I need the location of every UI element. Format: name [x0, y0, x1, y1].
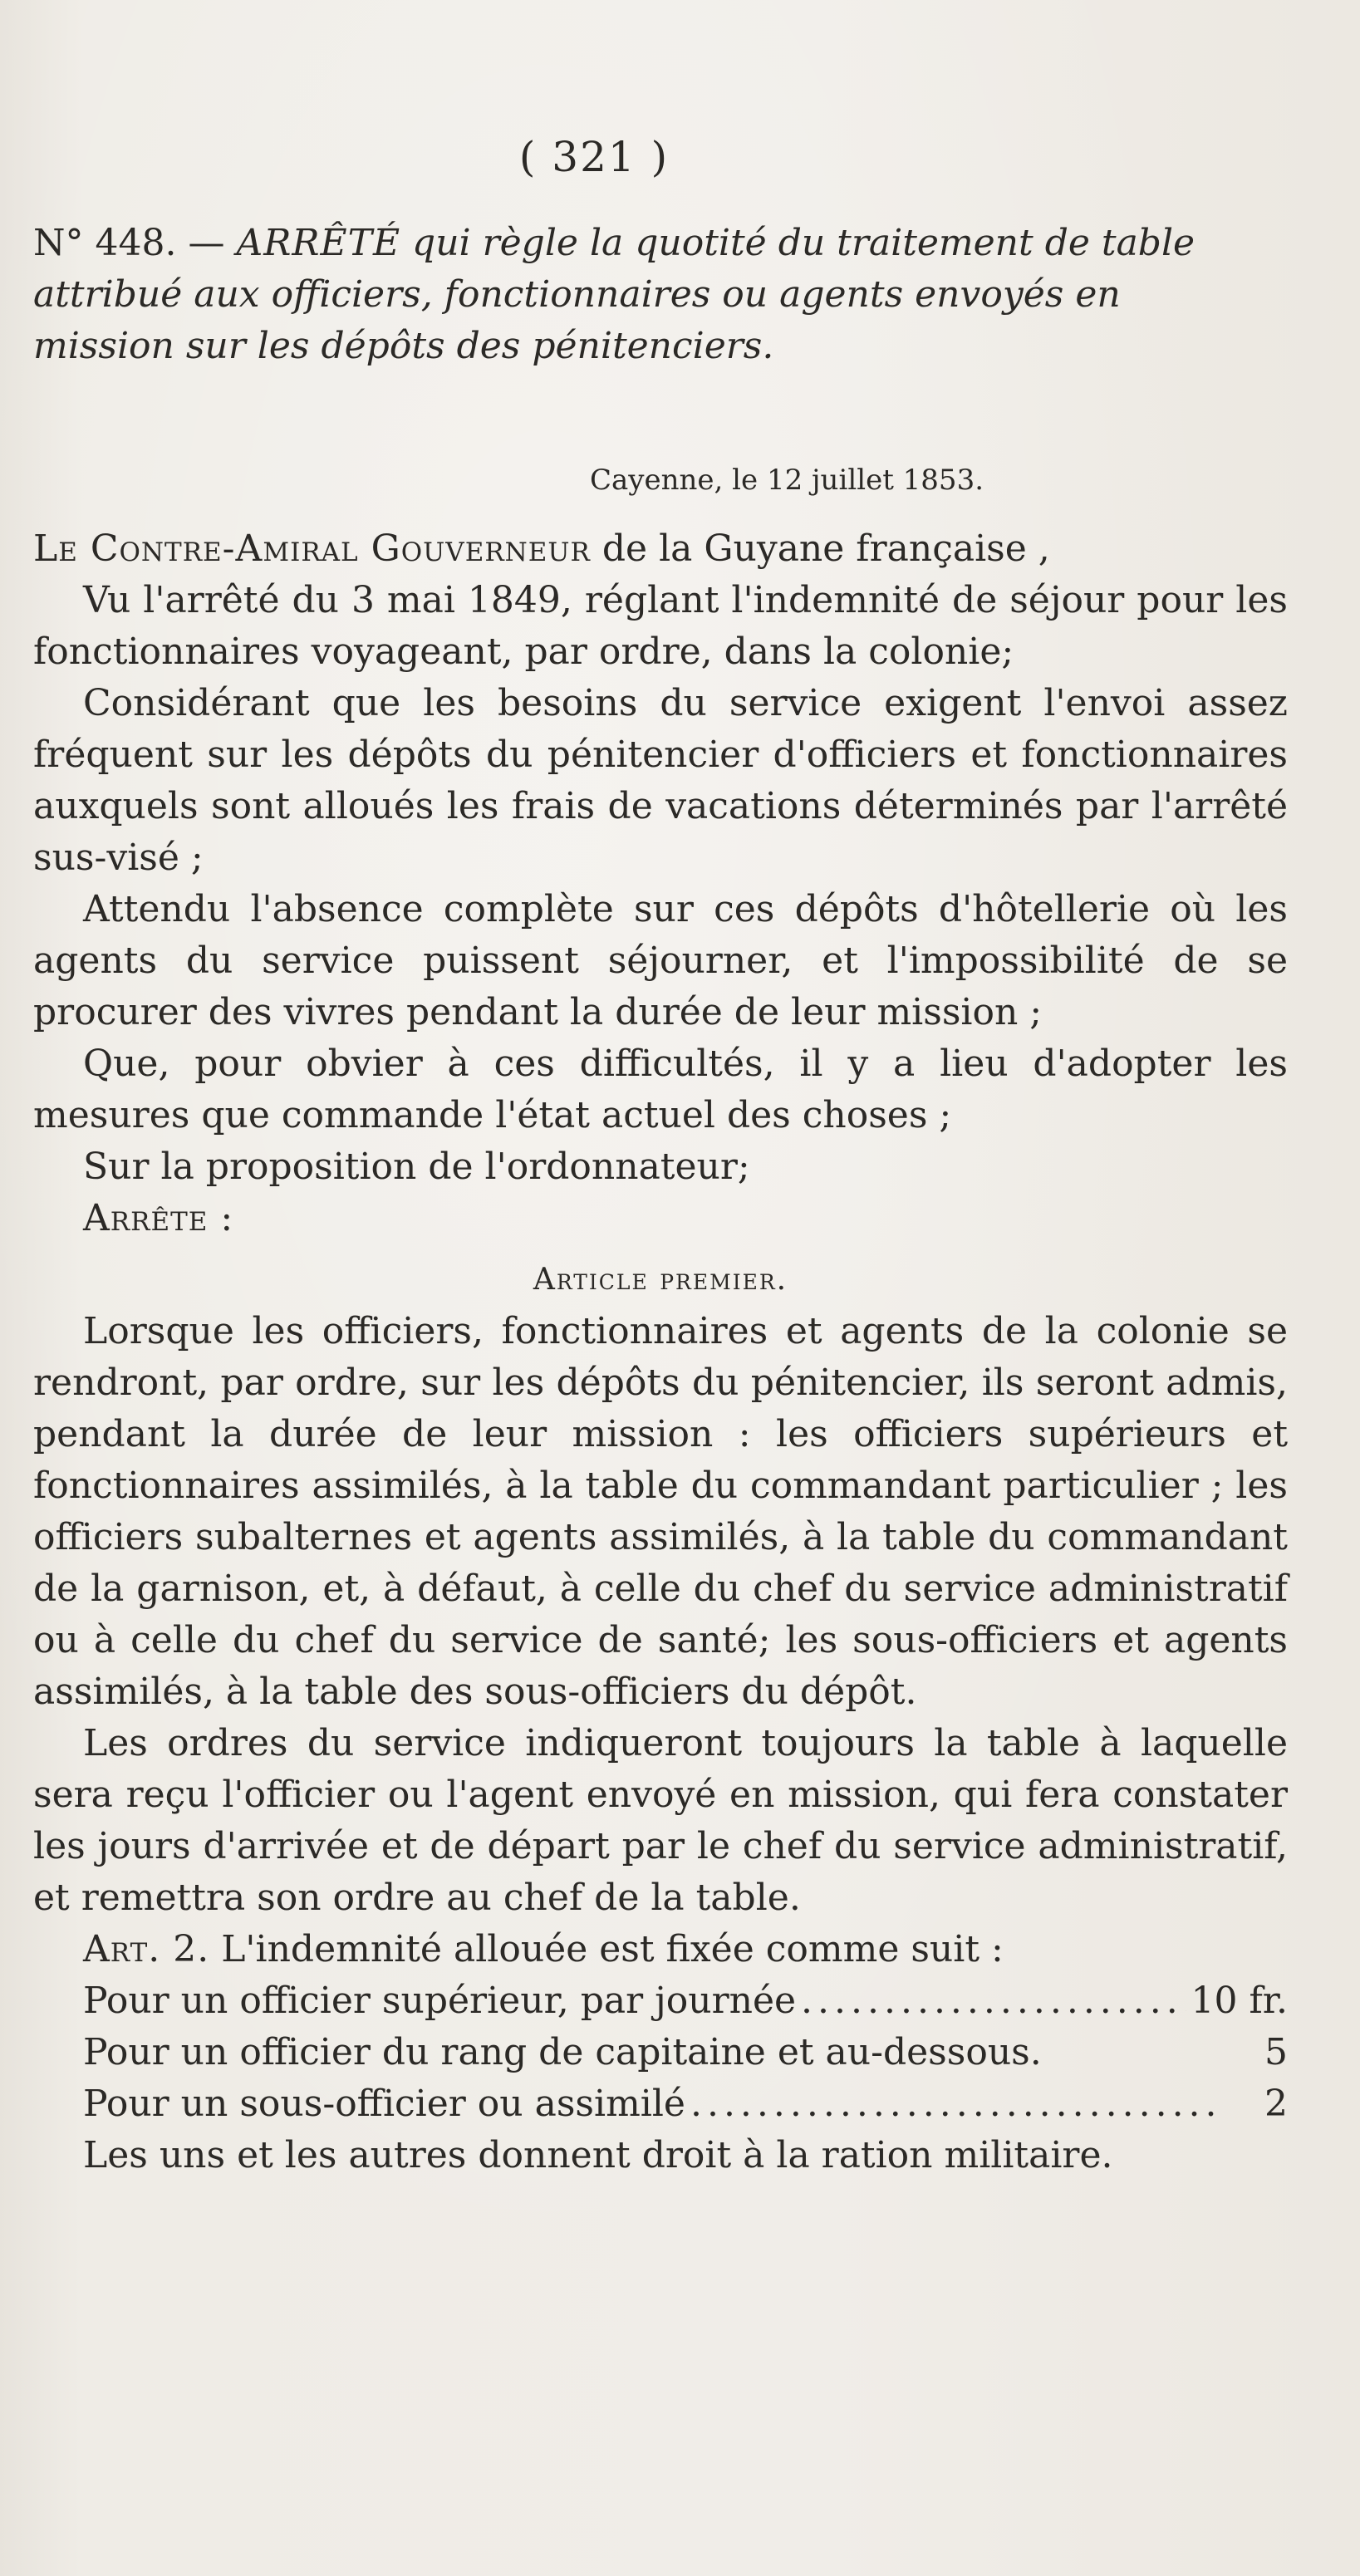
- tariff-value: 10 fr.: [1191, 1980, 1288, 2022]
- decree-body: [33, 498, 1288, 2181]
- tariff-row: [33, 1975, 1288, 2027]
- dateline: Cayenne, le 12 juillet 1853.: [590, 464, 984, 497]
- article-2-intro-text: L'indemnité allouée est fixée comme suit :: [209, 1928, 1004, 1970]
- dot-leader: [801, 1975, 1186, 2027]
- tariff-value: 2: [1264, 2083, 1288, 2125]
- issuer: Le Contre-Amiral Gouverneur: [33, 527, 591, 570]
- dot-leader: [690, 2078, 1216, 2130]
- issuer-rest: de la Guyane française ,: [590, 527, 1050, 570]
- article-2-label: Art. 2.: [83, 1928, 210, 1970]
- consideration-2: Considérant que les besoins du service exigent l'envoi assez fréquent sur les dépôts du pénitencier d'officiers et fonctionnaires auxquels sont alloués les frais de vacations déterminés par l'arrêté sus-visé ;: [33, 682, 1288, 879]
- decree-number: N° 448. —: [33, 222, 237, 264]
- article-2-intro: [33, 1924, 1288, 1975]
- page-number: ( 321 ): [518, 133, 670, 181]
- tariff-row: [33, 2027, 1288, 2078]
- decree-title: [33, 218, 1213, 372]
- decree-title-rest: qui règle la quotité du traitement de table attribué aux officiers, fonctionnaires ou agents envoyés en mission sur les dépôts des pénitenciers.: [33, 222, 1196, 367]
- consideration-4: Que, pour obvier à ces difficultés, il y a lieu d'adopter les mesures que commande l'état actuel des choses ;: [33, 1043, 1288, 1136]
- consideration-5: Sur la proposition de l'ordonnateur;: [83, 1146, 750, 1188]
- preamble: [33, 523, 1288, 575]
- tariff-value: 5: [1264, 2031, 1288, 2073]
- consideration-3: Attendu l'absence complète sur ces dépôts d'hôtellerie où les agents du service puissent séjourner, et l'impossibilité de se procurer des vivres pendant la durée de leur mission ;: [33, 888, 1288, 1033]
- tariff-label: Pour un officier supérieur, par journée: [83, 1980, 797, 2022]
- article-2-closing: Les uns et les autres donnent droit à la ration militaire.: [83, 2134, 1113, 2176]
- article-1-heading: Article premier.: [533, 1263, 788, 1297]
- article-1-paragraph-1: Lorsque les officiers, fonctionnaires et agents de la colonie se rendront, par ordre, sur les dépôts du pénitencier, ils seront admis, pendant la durée de leur mission : les officiers supérieurs et fonctionnaires assimilés, à la table du commandant particulier ; les officiers subalternes et agents assimilés, à la table du commandant de la garnison, et, à défaut, à celle du chef du service administratif ou à celle du chef du service de santé; les sous-officiers et agents assimilés, à la table des sous-officiers du dépôt.: [33, 1310, 1288, 1713]
- tariff-label: Pour un officier du rang de capitaine et au-dessous.: [83, 2031, 1042, 2073]
- decree-word: Arrête :: [83, 1197, 234, 1239]
- tariff-row: [33, 2078, 1288, 2130]
- article-1-paragraph-2: Les ordres du service indiqueront toujours la table à laquelle sera reçu l'officier ou l'agent envoyé en mission, qui fera constater les jours d'arrivée et de départ par le chef du service administratif, et remettra son ordre au chef de la table.: [33, 1722, 1288, 1919]
- decree-heading: ARRÊTÉ: [236, 222, 401, 264]
- consideration-1: Vu l'arrêté du 3 mai 1849, réglant l'indemnité de séjour pour les fonctionnaires voyageant, par ordre, dans la colonie;: [33, 579, 1288, 673]
- tariff-label: Pour un sous-officier ou assimilé: [83, 2083, 685, 2125]
